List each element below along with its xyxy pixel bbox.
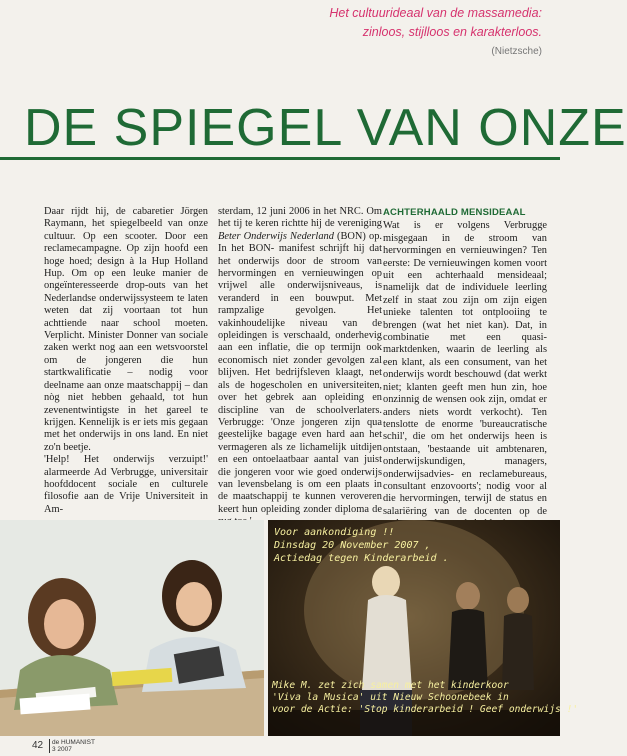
caption-top: [274, 526, 449, 565]
epigraph: [242, 4, 542, 57]
epigraph-line-2: zinloos, stijlloos en karakterloos.: [362, 25, 542, 39]
magazine-label: [49, 739, 95, 753]
column-1-paragraph-2: 'Help! Het onderwijs verzuipt!' alarmeerde Ad Verbrugge, universitair hoofddocent sociale en culturele filosofie aan de Vrije Universiteit in Am-: [44, 454, 208, 515]
column-1-paragraph-1: Daar rijdt hij, de cabaretier Jörgen Raymann, het spiegelbeeld van onze cultuur. Op een scooter. Door een reclamecampagne. Op zijn hoofd een hoge hoed; design à la Hup Holland Hup. Om op een leuke manier de ongeïnteresseerde drop-outs van het Nederlandse onderwijssysteem te laten weten dat zij voortaan tot hun achttiende naar school moeten. Verplicht. Minister Donner van sociale zaken werkt nog aan een wetsvoorstel om de jongeren die hun startkwalificatie – nodig voor deelname aan onze maatschappij – dan nòg niet hebben gehaald, tot hun zevenentwintigste in het gareel te krijgen. Kennelijk is er iets mis gegaan met het onderwijs in ons land. En niet zo'n beetje.: [44, 206, 208, 453]
magazine-issue: 3 2007: [52, 746, 72, 753]
epigraph-source: (Nietzsche): [491, 46, 542, 57]
caption-bottom-line-2: 'Viva la Musica' uit Nieuw Schoonebeek in: [272, 692, 509, 703]
caption-top-line-1: Voor aankondiging !!: [274, 527, 395, 538]
article-column-3: [383, 207, 547, 531]
classroom-illustration: [0, 520, 264, 736]
column-2-text-a: sterdam, 12 juni 2006 in het NRC. Om het tij te keren richtte hij de vereniging: [218, 206, 382, 230]
headline: DE SPIEGEL VAN ONZE: [24, 99, 627, 157]
page-number: 42: [32, 740, 44, 751]
headline-rule: [0, 157, 560, 160]
caption-top-line-2: Dinsdag 20 November 2007 ,: [274, 540, 431, 551]
caption-bottom: [272, 680, 578, 716]
caption-bottom-line-3: voor de Actie: 'Stop kinderarbeid ! Geef onderwijs !': [272, 704, 579, 715]
column-2-italic: Beter Onderwijs Nederland: [218, 230, 334, 242]
caption-bottom-line-1: Mike M. zet zich samen met het kinderkoor: [272, 680, 509, 691]
magazine-name: de HUMANIST: [52, 739, 95, 746]
section-subhead: ACHTERHAALD MENSIDEAAL: [383, 207, 526, 218]
article-column-2: [218, 206, 382, 529]
column-2-text-b: (BON) op. In het BON- manifest schrijft hij dat het onderwijs door de stroom van hervormingen en vernieuwingen op vrijwel alle onderwijsniveaus, is veranderd in een bouwput. Met rampzalige gevolgen. Het vakinhoudelijke niveau van de opleidingen is verschaald, onderhevig aan een inflatie, die op termijn ook economisch niet zonder gevolgen zal blijven. Het bedrijfsleven klaagt, net als de hogescholen en universiteiten, over het gebrek aan opleiding en discipline van de schoolverlaters. Verbrugge: 'Onze jongeren zijn qua geestelijke bagage even hard aan het vermageren als ze lichamelijk uitdijen en een ontoelaatbaar aantal van juist die jongeren voor wie goed onderwijs van levensbelang is om een plaats in de maatschappij te kunnen veroveren keert hun opleiding zonder diploma de: [218, 230, 382, 515]
page-footer: [0, 738, 560, 756]
classroom-photo: [0, 520, 264, 736]
caption-top-line-3: Actiedag tegen Kinderarbeid .: [274, 553, 449, 564]
epigraph-line-1: Het cultuurideaal van de massamedia:: [329, 6, 542, 20]
photo-strip: [0, 520, 579, 736]
column-3-text: Wat is er volgens Verbrugge misgegaan in de stroom van hervormingen en vernieuwingen? Ten eerste: De vernieuwingen komen voort uit een achterhaald mensideaal; namelijk dat de individuele leerling zelf in staat zou zijn om zijn eigen unieke talenten tot ontplooiing te brengen (wat het niet kan). Dat, in combinatie met een quasi-marktdenken, waarin de leerling als een klant, als een consument, van het onderwijs wordt beschouwd (dat werkt niet; klanten geeft men hun zin, hoe onzinnig de wensen ook zijn, omdat er anders niets wordt verkocht). Ten tenslotte de enorme 'bureaucratische schil', die om het onderwijs heen is ontstaan, 'bestaande uit ambtenaren, onderwijskundigen, managers, onderwijsadvies- en reclamebureaus, consultant enzovoorts'; nodig voor al die hervormingen, terwijl de status en salariëring van de docenten op de: [383, 220, 547, 517]
article-column-1: [44, 206, 208, 516]
choir-photo: [268, 520, 579, 736]
